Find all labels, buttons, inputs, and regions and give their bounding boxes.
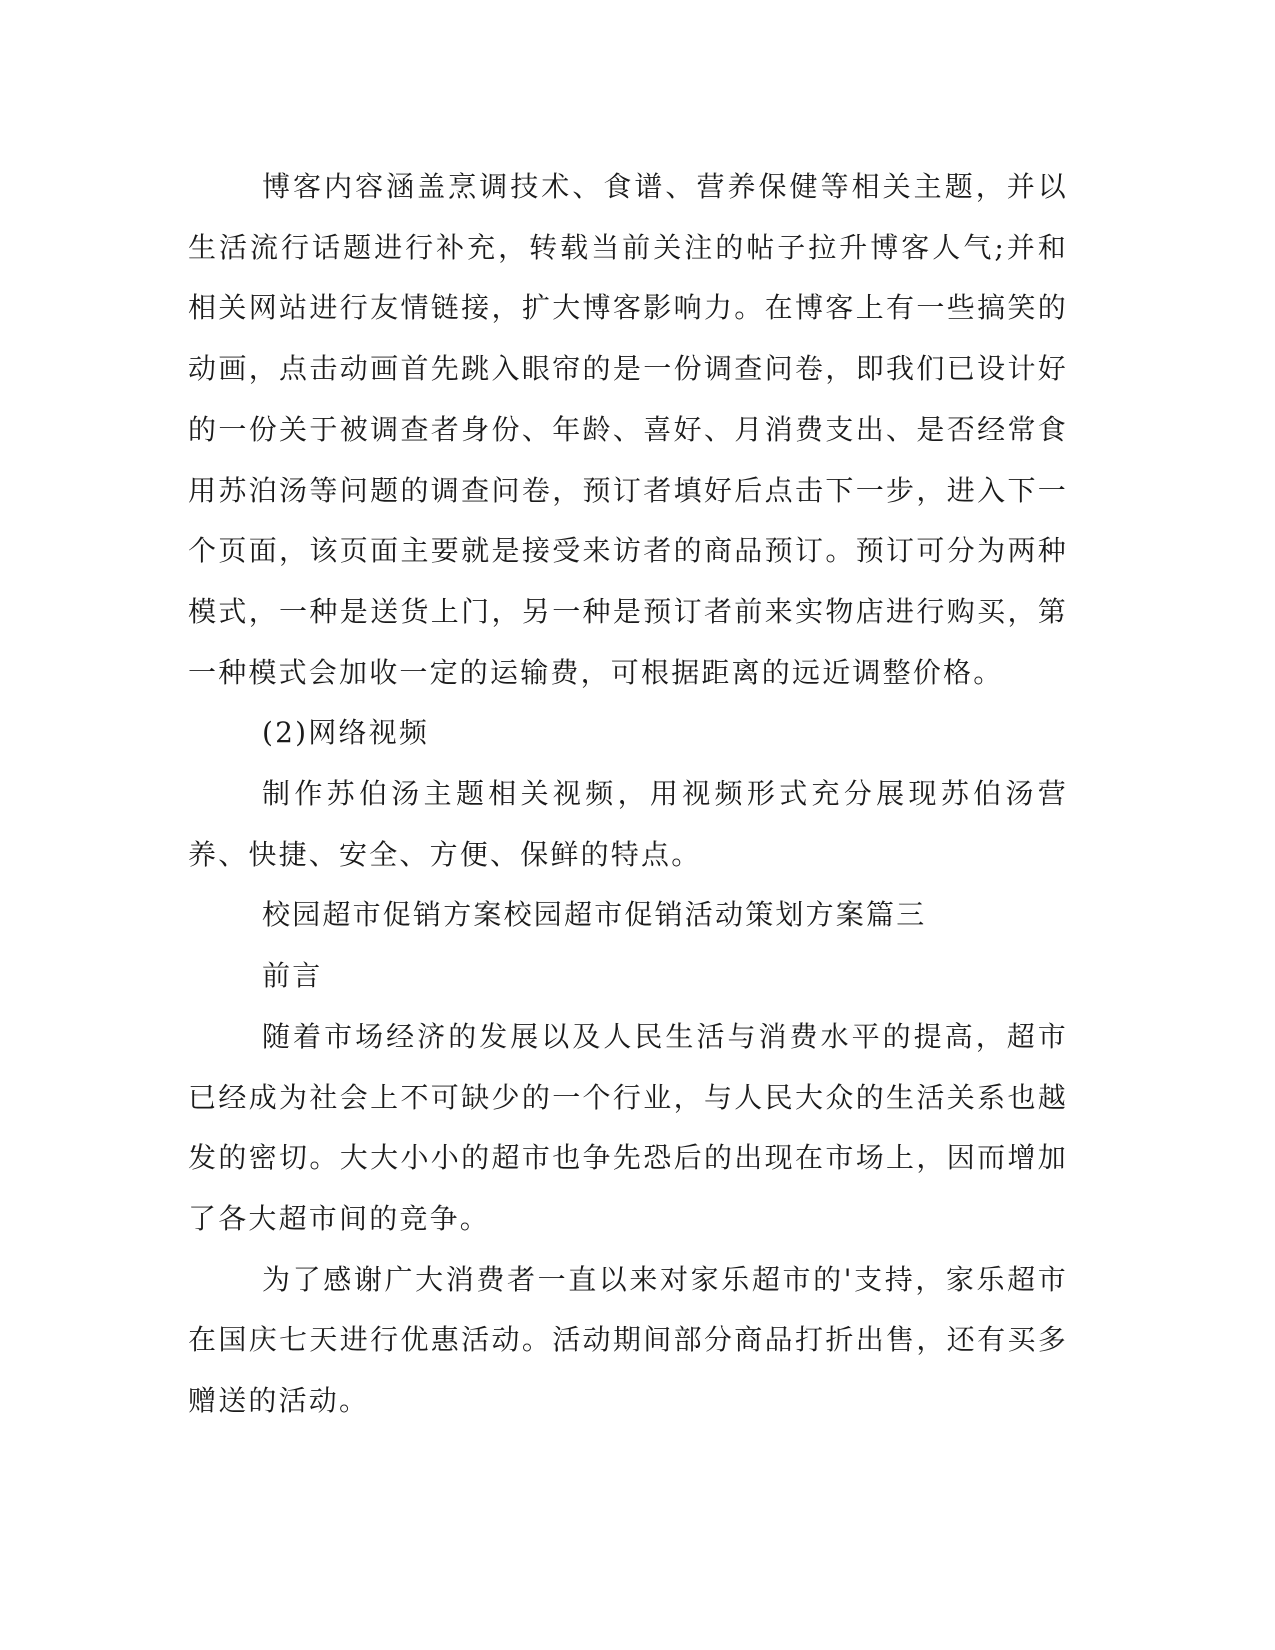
paragraph-blog-content: 博客内容涵盖烹调技术、食谱、营养保健等相关主题，并以生活流行话题进行补充，转载当前关注的帖子拉升博客人气;并和相关网站进行友情链接，扩大博客影响力。在博客上有一些搞笑的动画，点击动画首先跳入眼帘的是一份调查问卷，即我们已设计好的一份关于被调查者身份、年龄、喜好、月消费支出、是否经常食用苏泊汤等问题的调查问卷，预订者填好后点击下一步，进入下一个页面，该页面主要就是接受来访者的商品预订。预订可分为两种模式，一种是送货上门，另一种是预订者前来实物店进行购买，第一种模式会加收一定的运输费，可根据距离的远近调整价格。 [188, 170, 1068, 689]
section-heading-online-video: (2)网络视频 [262, 716, 430, 750]
paragraph-national-day-promotion: 为了感谢广大消费者一直以来对家乐超市的'支持，家乐超市在国庆七天进行优惠活动。活动期间部分商品打折出售，还有买多赠送的活动。 [188, 1262, 1068, 1418]
section-heading-preface: 前言 [262, 959, 323, 993]
section-title-campus-promotion: 校园超市促销方案校园超市促销活动策划方案篇三 [262, 898, 927, 932]
paragraph-video-production: 制作苏伯汤主题相关视频，用视频形式充分展现苏伯汤营养、快捷、安全、方便、保鲜的特点。 [188, 777, 1068, 871]
paragraph-market-background: 随着市场经济的发展以及人民生活与消费水平的提高，超市已经成为社会上不可缺少的一个行业，与人民大众的生活关系也越发的密切。大大小小的超市也争先恐后的出现在市场上，因而增加了各大超市间的竞争。 [188, 1019, 1068, 1235]
document-body [188, 157, 1068, 1432]
